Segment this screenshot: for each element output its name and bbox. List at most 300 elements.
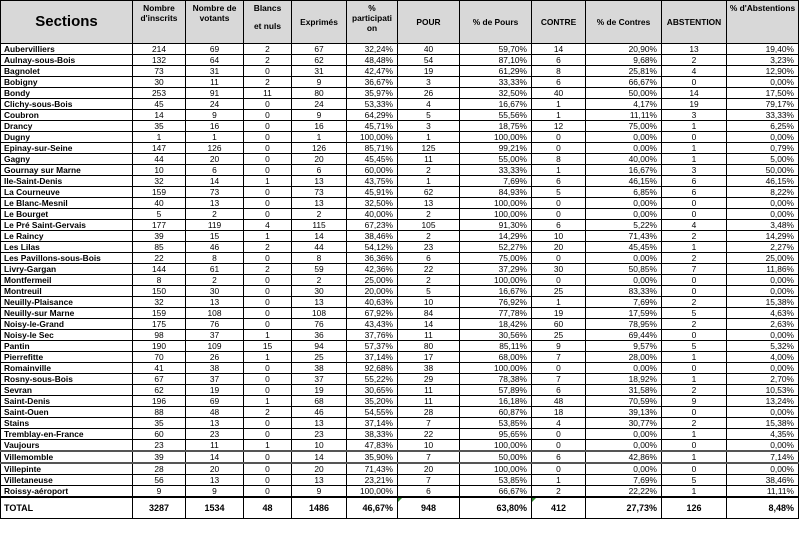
cell-abstention: 3 (662, 110, 727, 121)
cell-pour: 1 (398, 176, 460, 187)
cell-inscrits: 14 (133, 110, 186, 121)
cell-exprimes: 9 (292, 77, 347, 88)
cell-abstention: 1 (662, 121, 727, 132)
cell-blancs-nuls: 0 (244, 451, 292, 463)
cell-pct-pour: 100,00% (460, 363, 532, 374)
cell-pour: 38 (398, 363, 460, 374)
cell-pct-pour: 33,33% (460, 165, 532, 176)
cell-inscrits: 196 (133, 396, 186, 407)
cell-inscrits: 132 (133, 55, 186, 66)
table-row (1, 253, 799, 264)
cell-pct-pour: 76,92% (460, 297, 532, 308)
cell-exprimes: 23 (292, 429, 347, 440)
cell-pct-abstention: 3,23% (727, 55, 799, 66)
cell-inscrits: 10 (133, 165, 186, 176)
cell-exprimes: 67 (292, 44, 347, 55)
cell-participation: 67,92% (347, 308, 398, 319)
cell-inscrits: 159 (133, 308, 186, 319)
cell-blancs-nuls: 0 (244, 486, 292, 498)
cell-section-name: Saint-Denis (1, 396, 133, 407)
cell-pct-pour: 53,85% (460, 418, 532, 429)
cell-blancs-nuls: 15 (244, 341, 292, 352)
cell-blancs-nuls: 0 (244, 418, 292, 429)
cell-participation: 38,33% (347, 429, 398, 440)
cell-contre: 8 (532, 154, 586, 165)
cell-pour: 11 (398, 396, 460, 407)
cell-section-name: Pantin (1, 341, 133, 352)
cell-votants: 23 (186, 429, 244, 440)
cell-pour: 4 (398, 99, 460, 110)
total-pour: 948 (398, 497, 460, 519)
total-row (1, 497, 799, 519)
total-contre: 412 (532, 497, 586, 519)
cell-contre: 0 (532, 198, 586, 209)
cell-abstention: 1 (662, 429, 727, 440)
cell-inscrits: 70 (133, 352, 186, 363)
cell-abstention: 2 (662, 319, 727, 330)
cell-votants: 61 (186, 264, 244, 275)
total-section-name: TOTAL (1, 497, 133, 519)
cell-votants: 13 (186, 198, 244, 209)
cell-pct-abstention: 0,00% (727, 363, 799, 374)
cell-votants: 31 (186, 66, 244, 77)
cell-pct-pour: 59,70% (460, 44, 532, 55)
cell-participation: 40,00% (347, 209, 398, 220)
cell-pour: 3 (398, 121, 460, 132)
cell-votants: 46 (186, 242, 244, 253)
cell-votants: 20 (186, 154, 244, 165)
cell-pct-abstention: 12,90% (727, 66, 799, 77)
table-row (1, 121, 799, 132)
cell-pct-abstention: 6,25% (727, 121, 799, 132)
cell-blancs-nuls: 0 (244, 297, 292, 308)
cell-pct-pour: 61,29% (460, 66, 532, 77)
cell-contre: 14 (532, 44, 586, 55)
cell-exprimes: 94 (292, 341, 347, 352)
cell-pct-pour: 100,00% (460, 132, 532, 143)
cell-pour: 80 (398, 341, 460, 352)
cell-pct-abstention: 33,33% (727, 110, 799, 121)
table-row (1, 407, 799, 418)
cell-pct-contre: 16,67% (586, 165, 662, 176)
cell-pct-contre: 50,85% (586, 264, 662, 275)
cell-contre: 6 (532, 77, 586, 88)
cell-abstention: 1 (662, 242, 727, 253)
cell-pct-abstention: 50,00% (727, 165, 799, 176)
cell-pct-pour: 18,42% (460, 319, 532, 330)
cell-abstention: 0 (662, 330, 727, 341)
cell-pct-contre: 9,68% (586, 55, 662, 66)
cell-participation: 37,14% (347, 418, 398, 429)
cell-abstention: 14 (662, 88, 727, 99)
cell-inscrits: 32 (133, 297, 186, 308)
cell-pct-contre: 42,86% (586, 451, 662, 463)
cell-pct-pour: 60,87% (460, 407, 532, 418)
cell-exprimes: 62 (292, 55, 347, 66)
cell-pct-abstention: 13,24% (727, 396, 799, 407)
cell-inscrits: 144 (133, 264, 186, 275)
header-votants: Nombre de votants (186, 1, 244, 44)
cell-votants: 73 (186, 187, 244, 198)
cell-inscrits: 9 (133, 486, 186, 498)
cell-pour: 11 (398, 330, 460, 341)
cell-pct-pour: 84,93% (460, 187, 532, 198)
cell-section-name: Dugny (1, 132, 133, 143)
cell-pct-pour: 99,21% (460, 143, 532, 154)
cell-exprimes: 20 (292, 154, 347, 165)
cell-inscrits: 85 (133, 242, 186, 253)
cell-pour: 19 (398, 66, 460, 77)
cell-blancs-nuls: 0 (244, 319, 292, 330)
cell-participation: 60,00% (347, 165, 398, 176)
cell-inscrits: 147 (133, 143, 186, 154)
cell-pct-pour: 100,00% (460, 198, 532, 209)
cell-votants: 9 (186, 486, 244, 498)
cell-exprimes: 13 (292, 418, 347, 429)
cell-pct-pour: 52,27% (460, 242, 532, 253)
cell-pct-abstention: 8,22% (727, 187, 799, 198)
cell-inscrits: 62 (133, 385, 186, 396)
cell-exprimes: 80 (292, 88, 347, 99)
cell-section-name: Le Bourget (1, 209, 133, 220)
cell-abstention: 2 (662, 55, 727, 66)
cell-contre: 6 (532, 451, 586, 463)
cell-pct-contre: 71,43% (586, 231, 662, 242)
cell-participation: 25,00% (347, 275, 398, 286)
cell-pct-contre: 0,00% (586, 198, 662, 209)
cell-abstention: 1 (662, 451, 727, 463)
header-exprimes: Exprimés (292, 1, 347, 44)
cell-pct-abstention: 14,29% (727, 231, 799, 242)
cell-participation: 35,90% (347, 451, 398, 463)
cell-pct-contre: 0,00% (586, 440, 662, 452)
cell-votants: 69 (186, 44, 244, 55)
cell-section-name: Villetaneuse (1, 475, 133, 486)
cell-contre: 1 (532, 297, 586, 308)
cell-contre: 1 (532, 475, 586, 486)
cell-inscrits: 39 (133, 451, 186, 463)
cell-contre: 5 (532, 187, 586, 198)
cell-votants: 14 (186, 451, 244, 463)
cell-pour: 23 (398, 242, 460, 253)
cell-pct-abstention: 0,00% (727, 286, 799, 297)
header-blancs-line2: et nuls (254, 21, 281, 31)
cell-pct-abstention: 10,53% (727, 385, 799, 396)
cell-pour: 11 (398, 154, 460, 165)
cell-pct-pour: 14,29% (460, 231, 532, 242)
cell-contre: 0 (532, 429, 586, 440)
cell-section-name: Ile-Saint-Denis (1, 176, 133, 187)
cell-abstention: 6 (662, 176, 727, 187)
total-votants: 1534 (186, 497, 244, 519)
cell-contre: 40 (532, 88, 586, 99)
cell-exprimes: 13 (292, 475, 347, 486)
cell-pct-abstention: 46,15% (727, 176, 799, 187)
cell-participation: 48,48% (347, 55, 398, 66)
cell-section-name: Romainville (1, 363, 133, 374)
cell-pct-contre: 4,17% (586, 99, 662, 110)
cell-pour: 14 (398, 319, 460, 330)
cell-votants: 108 (186, 308, 244, 319)
cell-pct-contre: 69,44% (586, 330, 662, 341)
cell-inscrits: 60 (133, 429, 186, 440)
cell-contre: 1 (532, 165, 586, 176)
total-abstention: 126 (662, 497, 727, 519)
cell-inscrits: 40 (133, 198, 186, 209)
cell-abstention: 1 (662, 143, 727, 154)
cell-pct-pour: 66,67% (460, 486, 532, 498)
cell-pour: 1 (398, 132, 460, 143)
cell-section-name: Montfermeil (1, 275, 133, 286)
table-row (1, 275, 799, 286)
total-exprimes: 1486 (292, 497, 347, 519)
cell-section-name: Clichy-sous-Bois (1, 99, 133, 110)
table-row (1, 486, 799, 498)
cell-inscrits: 214 (133, 44, 186, 55)
cell-abstention: 4 (662, 66, 727, 77)
cell-inscrits: 98 (133, 330, 186, 341)
cell-pct-contre: 0,00% (586, 253, 662, 264)
cell-pct-contre: 25,81% (586, 66, 662, 77)
cell-inscrits: 67 (133, 374, 186, 385)
cell-pour: 2 (398, 209, 460, 220)
cell-pct-abstention: 19,40% (727, 44, 799, 55)
cell-pour: 28 (398, 407, 460, 418)
cell-inscrits: 41 (133, 363, 186, 374)
table-row (1, 187, 799, 198)
cell-pct-contre: 17,59% (586, 308, 662, 319)
cell-contre: 0 (532, 253, 586, 264)
cell-pct-abstention: 4,35% (727, 429, 799, 440)
cell-pour: 40 (398, 44, 460, 55)
cell-participation: 45,91% (347, 187, 398, 198)
cell-section-name: La Courneuve (1, 187, 133, 198)
cell-blancs-nuls: 2 (244, 407, 292, 418)
cell-exprimes: 14 (292, 231, 347, 242)
cell-votants: 24 (186, 99, 244, 110)
cell-votants: 109 (186, 341, 244, 352)
cell-contre: 60 (532, 319, 586, 330)
cell-section-name: Aulnay-sous-Bois (1, 55, 133, 66)
cell-pct-pour: 87,10% (460, 55, 532, 66)
cell-pct-pour: 100,00% (460, 463, 532, 475)
cell-section-name: Les Pavillons-sous-Bois (1, 253, 133, 264)
cell-pour: 6 (398, 253, 460, 264)
cell-pct-abstention: 2,27% (727, 242, 799, 253)
cell-section-name: Rosny-sous-Bois (1, 374, 133, 385)
cell-pct-pour: 95,65% (460, 429, 532, 440)
cell-section-name: Noisy-le-Grand (1, 319, 133, 330)
cell-section-name: Coubron (1, 110, 133, 121)
cell-participation: 54,55% (347, 407, 398, 418)
cell-exprimes: 31 (292, 66, 347, 77)
cell-pct-abstention: 15,38% (727, 297, 799, 308)
table-row (1, 308, 799, 319)
cell-section-name: Neuilly-sur Marne (1, 308, 133, 319)
cell-pct-contre: 7,69% (586, 297, 662, 308)
cell-pct-pour: 16,18% (460, 396, 532, 407)
cell-section-name: Aubervilliers (1, 44, 133, 55)
cell-section-name: Bondy (1, 88, 133, 99)
cell-pct-abstention: 38,46% (727, 475, 799, 486)
table-row (1, 165, 799, 176)
cell-section-name: Le Blanc-Mesnil (1, 198, 133, 209)
header-contre: CONTRE (532, 1, 586, 44)
total-inscrits: 3287 (133, 497, 186, 519)
cell-inscrits: 1 (133, 132, 186, 143)
cell-pour: 11 (398, 385, 460, 396)
cell-exprimes: 126 (292, 143, 347, 154)
cell-inscrits: 45 (133, 99, 186, 110)
cell-pour: 10 (398, 440, 460, 452)
cell-section-name: Les Lilas (1, 242, 133, 253)
cell-abstention: 13 (662, 44, 727, 55)
cell-abstention: 2 (662, 385, 727, 396)
cell-pct-abstention: 0,79% (727, 143, 799, 154)
total-participation: 46,67% (347, 497, 398, 519)
cell-votants: 20 (186, 463, 244, 475)
cell-pct-abstention: 2,70% (727, 374, 799, 385)
cell-pct-pour: 30,56% (460, 330, 532, 341)
cell-section-name: Gagny (1, 154, 133, 165)
cell-pour: 13 (398, 198, 460, 209)
header-inscrits: Nombre d'inscrits (133, 1, 186, 44)
cell-exprimes: 68 (292, 396, 347, 407)
cell-pct-abstention: 0,00% (727, 275, 799, 286)
cell-participation: 36,36% (347, 253, 398, 264)
cell-pct-abstention: 15,38% (727, 418, 799, 429)
cell-abstention: 5 (662, 475, 727, 486)
table-row (1, 396, 799, 407)
cell-pct-contre: 70,59% (586, 396, 662, 407)
cell-participation: 40,63% (347, 297, 398, 308)
cell-pct-contre: 22,22% (586, 486, 662, 498)
cell-contre: 0 (532, 275, 586, 286)
cell-pct-contre: 11,11% (586, 110, 662, 121)
cell-pct-pour: 55,00% (460, 154, 532, 165)
cell-pct-contre: 39,13% (586, 407, 662, 418)
cell-pour: 22 (398, 264, 460, 275)
cell-blancs-nuls: 0 (244, 363, 292, 374)
cell-exprimes: 73 (292, 187, 347, 198)
cell-section-name: Neuilly-Plaisance (1, 297, 133, 308)
cell-votants: 9 (186, 110, 244, 121)
cell-votants: 76 (186, 319, 244, 330)
table-row (1, 209, 799, 220)
cell-votants: 37 (186, 330, 244, 341)
table-row (1, 242, 799, 253)
cell-contre: 9 (532, 341, 586, 352)
cell-exprimes: 24 (292, 99, 347, 110)
cell-blancs-nuls: 1 (244, 330, 292, 341)
cell-pct-abstention: 0,00% (727, 407, 799, 418)
cell-contre: 6 (532, 176, 586, 187)
cell-contre: 30 (532, 264, 586, 275)
cell-participation: 53,33% (347, 99, 398, 110)
cell-participation: 37,76% (347, 330, 398, 341)
cell-pct-abstention: 5,32% (727, 341, 799, 352)
cell-pct-contre: 31,58% (586, 385, 662, 396)
cell-votants: 13 (186, 297, 244, 308)
cell-pct-pour: 55,56% (460, 110, 532, 121)
cell-contre: 19 (532, 308, 586, 319)
cell-votants: 19 (186, 385, 244, 396)
cell-exprimes: 59 (292, 264, 347, 275)
cell-contre: 7 (532, 374, 586, 385)
cell-pour: 22 (398, 429, 460, 440)
cell-inscrits: 190 (133, 341, 186, 352)
cell-inscrits: 175 (133, 319, 186, 330)
cell-votants: 38 (186, 363, 244, 374)
cell-participation: 35,20% (347, 396, 398, 407)
cell-inscrits: 56 (133, 475, 186, 486)
cell-pct-pour: 68,00% (460, 352, 532, 363)
cell-pour: 26 (398, 88, 460, 99)
header-pct-pour: % de Pours (460, 1, 532, 44)
cell-pct-abstention: 79,17% (727, 99, 799, 110)
cell-inscrits: 35 (133, 418, 186, 429)
cell-abstention: 5 (662, 308, 727, 319)
cell-section-name: Epinay-sur-Seine (1, 143, 133, 154)
cell-inscrits: 35 (133, 121, 186, 132)
table-row (1, 55, 799, 66)
cell-exprimes: 108 (292, 308, 347, 319)
cell-exprimes: 10 (292, 440, 347, 452)
cell-pct-pour: 78,38% (460, 374, 532, 385)
cell-pct-contre: 0,00% (586, 209, 662, 220)
cell-exprimes: 14 (292, 451, 347, 463)
table-row (1, 77, 799, 88)
cell-exprimes: 36 (292, 330, 347, 341)
header-participation: % participati on (347, 1, 398, 44)
cell-pct-contre: 0,00% (586, 429, 662, 440)
cell-abstention: 2 (662, 418, 727, 429)
table-row (1, 44, 799, 55)
cell-pct-abstention: 0,00% (727, 209, 799, 220)
cell-votants: 8 (186, 253, 244, 264)
cell-participation: 45,71% (347, 121, 398, 132)
cell-blancs-nuls: 0 (244, 209, 292, 220)
table-row (1, 451, 799, 463)
cell-pct-pour: 100,00% (460, 275, 532, 286)
cell-pour: 6 (398, 486, 460, 498)
cell-votants: 2 (186, 209, 244, 220)
cell-votants: 13 (186, 418, 244, 429)
cell-section-name: Villepinte (1, 463, 133, 475)
cell-blancs-nuls: 0 (244, 143, 292, 154)
cell-contre: 8 (532, 66, 586, 77)
cell-blancs-nuls: 0 (244, 275, 292, 286)
cell-pct-contre: 50,00% (586, 88, 662, 99)
cell-blancs-nuls: 1 (244, 352, 292, 363)
table-row (1, 374, 799, 385)
table-row (1, 319, 799, 330)
cell-participation: 30,65% (347, 385, 398, 396)
cell-blancs-nuls: 1 (244, 440, 292, 452)
cell-pct-abstention: 0,00% (727, 330, 799, 341)
cell-participation: 47,83% (347, 440, 398, 452)
cell-pct-abstention: 5,00% (727, 154, 799, 165)
table-row (1, 330, 799, 341)
cell-pct-contre: 78,95% (586, 319, 662, 330)
cell-contre: 25 (532, 286, 586, 297)
cell-blancs-nuls: 0 (244, 429, 292, 440)
cell-pct-pour: 53,85% (460, 475, 532, 486)
cell-exprimes: 44 (292, 242, 347, 253)
cell-abstention: 9 (662, 396, 727, 407)
cell-blancs-nuls: 2 (244, 55, 292, 66)
cell-section-name: Stains (1, 418, 133, 429)
